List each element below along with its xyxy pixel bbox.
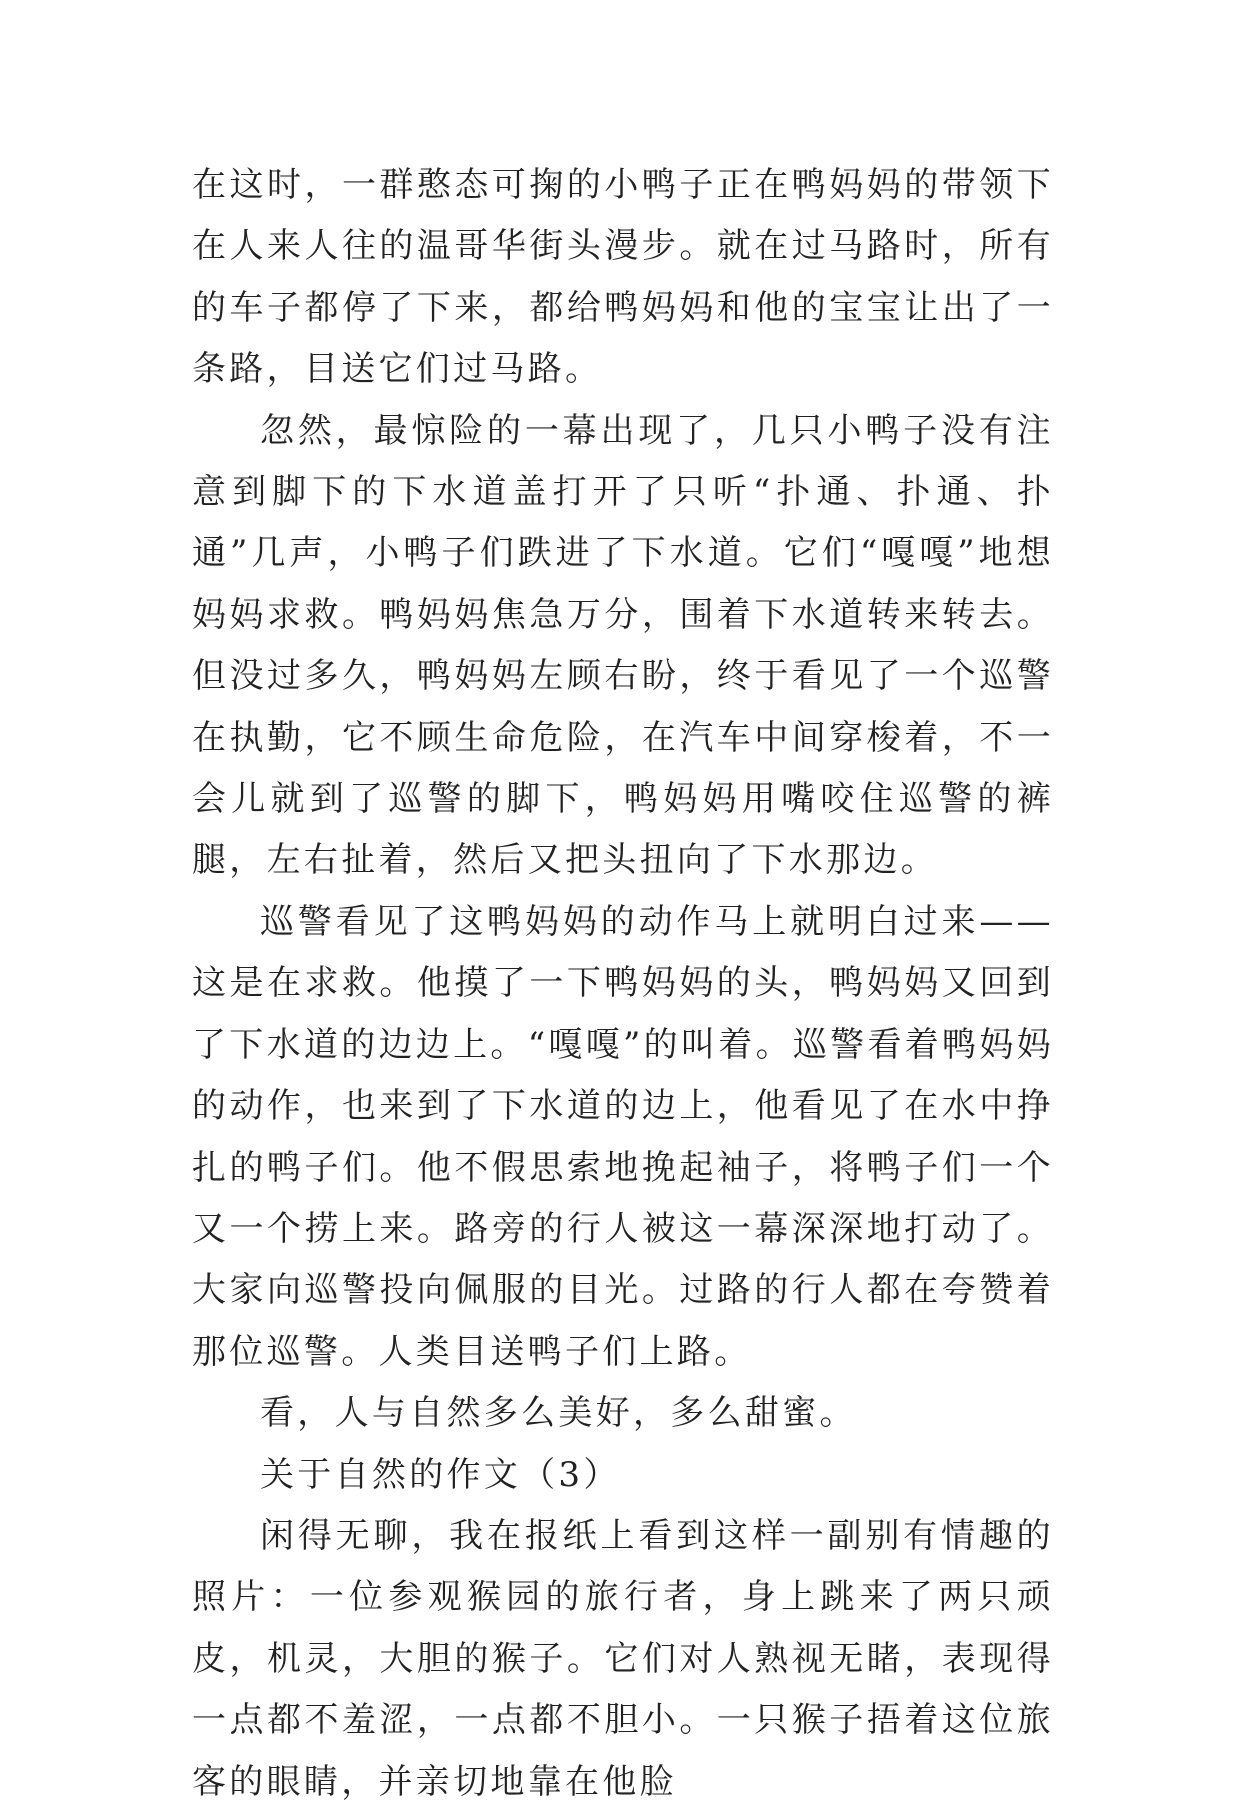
paragraph-police-rescue: 巡警看见了这鸭妈妈的动作马上就明白过来——这是在求救。他摸了一下鸭妈妈的头，鸭妈妈又回到了下水道的边边上。“嘎嘎”的叫着。巡警看着鸭妈妈的动作，也来到了下水道的边上，他看见了在水中挣扎的鸭子们。他不假思索地挽起袖子，将鸭子们一个又一个捞上来。路旁的行人被这一幕深深地打动了。大家向巡警投向佩服的目光。过路的行人都在夸赞着那位巡警。人类目送鸭子们上路。 bbox=[192, 901, 1054, 1372]
section-heading: 关于自然的作文（3） bbox=[260, 1454, 621, 1495]
paragraph-ducks-crossing: 在这时，一群憨态可掬的小鸭子正在鸭妈妈的带领下在人来人往的温哥华街头漫步。就在过马路时，所有的车子都停了下来，都给鸭妈妈和他的宝宝让出了一条路，目送它们过马路。 bbox=[192, 165, 1054, 390]
paragraph-conclusion: 看，人与自然多么美好，多么甜蜜。 bbox=[260, 1393, 857, 1434]
document-page bbox=[192, 155, 1054, 1813]
paragraph-monkeys: 闲得无聊，我在报纸上看到这样一副别有情趣的照片：一位参观猴园的旅行者，身上跳来了两只顽皮，机灵，大胆的猴子。它们对人熟视无睹，表现得一点都不羞涩，一点都不胆小。一只猴子捂着这位旅客的眼睛，并亲切地靠在他脸 bbox=[192, 1515, 1054, 1802]
paragraph-ducklings-fall: 忽然，最惊险的一幕出现了，几只小鸭子没有注意到脚下的下水道盖打开了只听“扑通、扑通、扑通”几声，小鸭子们跌进了下水道。它们“嘎嘎”地想妈妈求救。鸭妈妈焦急万分，围着下水道转来转去。但没过多久，鸭妈妈左顾右盼，终于看见了一个巡警在执勤，它不顾生命危险，在汽车中间穿梭着，不一会儿就到了巡警的脚下，鸭妈妈用嘴咬住巡警的裤腿，左右扯着，然后又把头扭向了下水那边。 bbox=[192, 410, 1054, 881]
